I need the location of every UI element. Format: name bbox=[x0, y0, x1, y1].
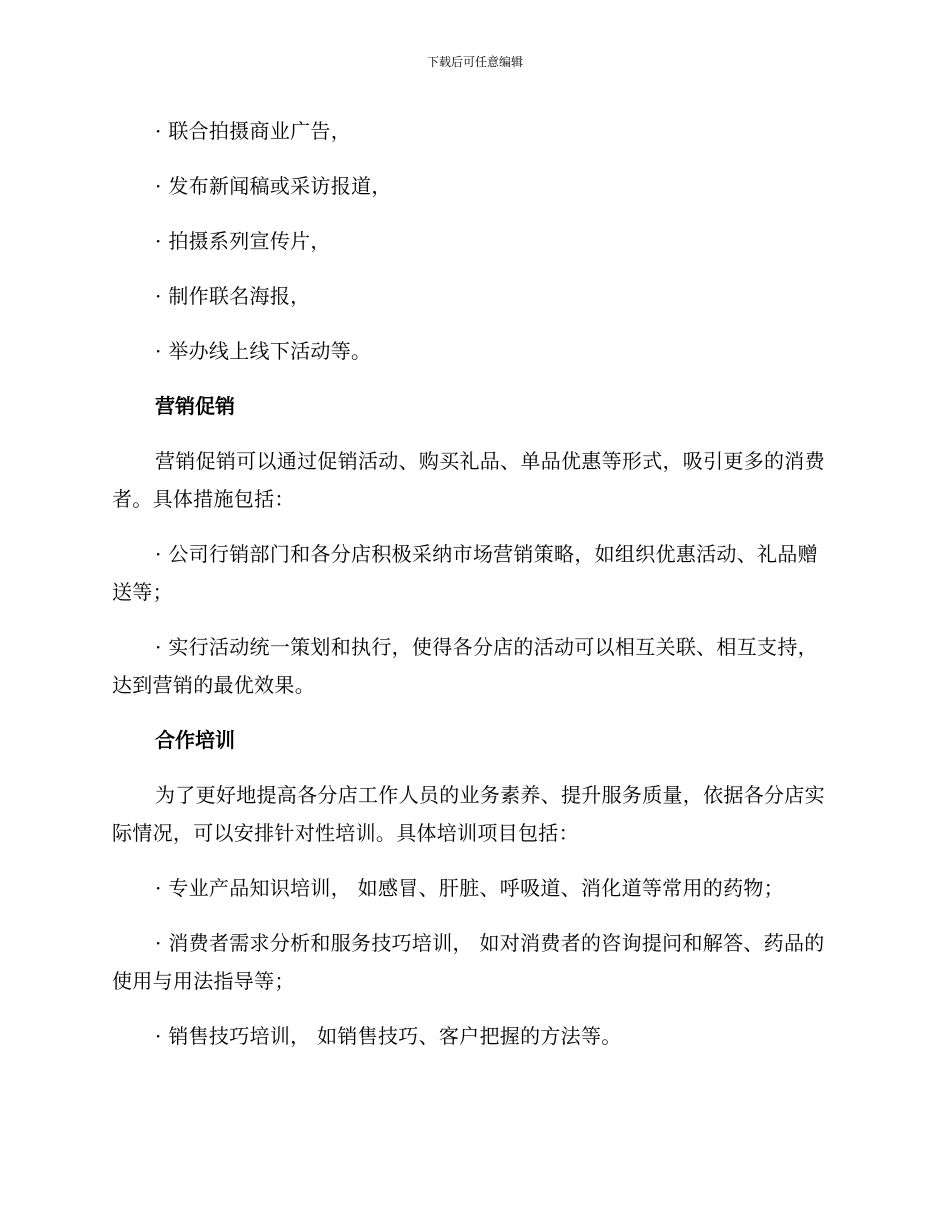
page-header: 下载后可任意编辑 bbox=[426, 55, 523, 69]
section-intro-paragraph: 营销促销可以通过促销活动、购买礼品、单品优惠等形式，吸引更多的消费者。具体措施包括： bbox=[112, 449, 825, 511]
bullet-item: · 公司行销部门和各分店积极采纳市场营销策略，如组织优惠活动、礼品赠送等； bbox=[112, 542, 818, 604]
section-heading: 营销促销 bbox=[155, 394, 235, 418]
bullet-item: · 专业产品知识培训， 如感冒、肝脏、呼吸道、消化道等常用的药物； bbox=[155, 876, 784, 900]
bullet-item: · 实行活动统一策划和执行，使得各分店的活动可以相互关联、相互支持，达到营销的最优效果。 bbox=[112, 635, 818, 697]
bullet-item: · 发布新闻稿或采访报道， bbox=[155, 174, 392, 198]
document-body bbox=[112, 112, 832, 1072]
bullet-item: · 消费者需求分析和服务技巧培训， 如对消费者的咨询提问和解答、药品的使用与用法指导等； bbox=[112, 931, 825, 993]
bullet-item: · 联合拍摄商业广告， bbox=[155, 119, 352, 143]
section-heading: 合作培训 bbox=[155, 728, 235, 752]
section-intro-paragraph: 为了更好地提高各分店工作人员的业务素养、提升服务质量，依据各分店实际情况，可以安排针对性培训。具体培训项目包括： bbox=[112, 783, 825, 845]
bullet-item: · 制作联名海报， bbox=[155, 284, 311, 308]
bullet-item: · 销售技巧培训， 如销售技巧、客户把握的方法等。 bbox=[155, 1024, 622, 1048]
bullet-item: · 举办线上线下活动等。 bbox=[155, 339, 372, 363]
bullet-item: · 拍摄系列宣传片， bbox=[155, 229, 331, 253]
